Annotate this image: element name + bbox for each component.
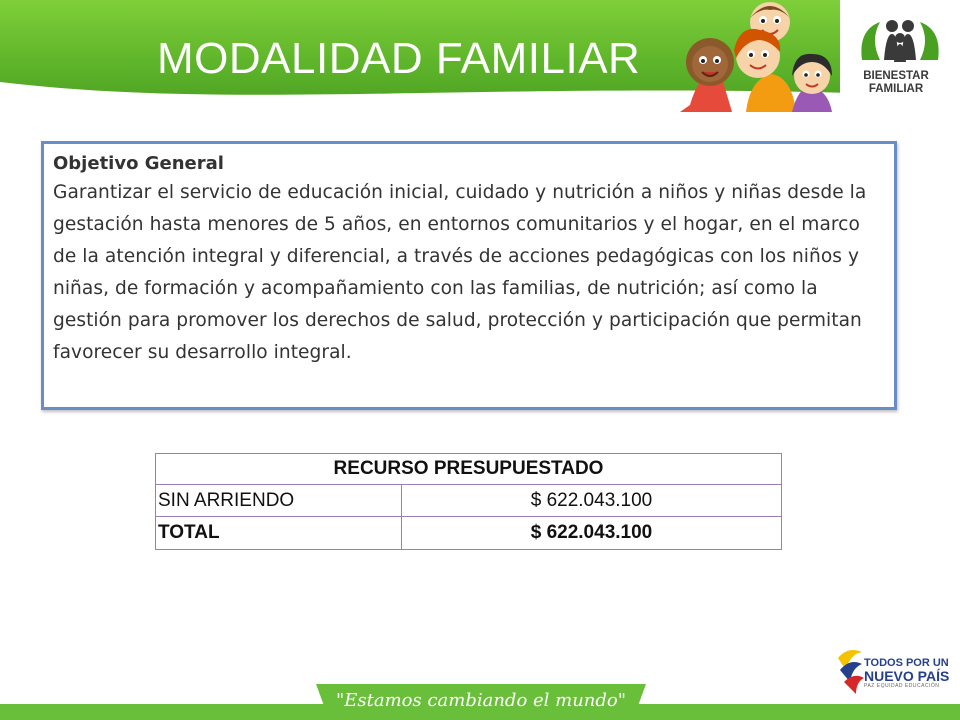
budget-table [155,453,782,550]
gov-subtitle: PAZ EQUIDAD EDUCACIÓN [864,683,940,689]
objective-title: Objetivo General [53,153,224,174]
children-illustration [660,0,840,112]
table-header-row [156,454,782,485]
row-label: SIN ARRIENDO [156,485,402,517]
objective-body: Garantizar el servicio de educación inicial, cuidado y nutrición a niños y niñas desde la gestación hasta menores de 5 años, en entornos comunitarios y el hogar, en el marco de la atención integral y diferencial, a través de acciones pedagógicas con los niños y niñas, de formación y acompañamiento con las familias, de nutrición; así como la gestión para promover los derechos de salud, protección y participación que permitan favorecer su desarrollo integral. [53,182,867,363]
gov-line2: NUEVO PAÍS [864,668,950,684]
gov-logo-text [864,657,949,683]
row-value: $ 622.043.100 [402,517,782,550]
logo-line1: BIENESTAR [863,70,929,82]
table-row [156,485,782,517]
table-header: RECURSO PRESUPUESTADO [156,454,782,485]
family-hands-icon [840,0,960,70]
table-row-total [156,517,782,550]
row-label: TOTAL [156,517,402,550]
row-value: $ 622.043.100 [402,485,782,517]
logo-line2: FAMILIAR [868,83,924,95]
objective-box [41,141,897,410]
logo-wordmark [856,70,936,96]
slide-title: MODALIDAD FAMILIAR [157,34,641,83]
footer-slogan: "Estamos cambiando el mundo" [335,690,627,711]
gov-line1: TODOS POR UN [864,657,949,669]
